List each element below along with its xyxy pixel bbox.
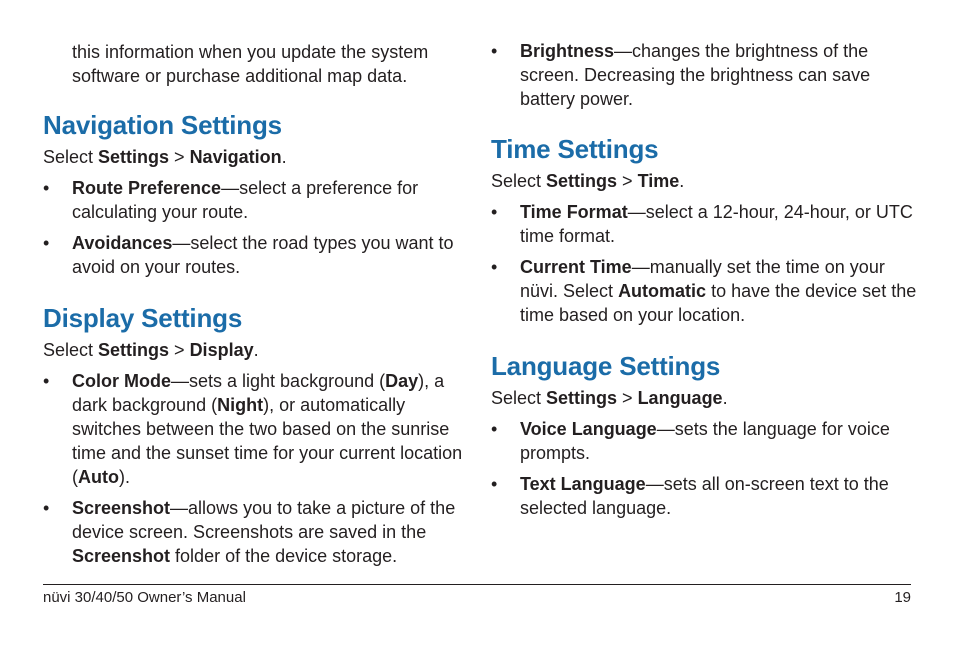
list-item-color-mode: • Color Mode—sets a light background (Day), a dark background (Night), or automatically switches between the two based on the sunrise time and the sunset time for your current location (Auto). bbox=[43, 371, 463, 487]
navigation-settings-heading: Navigation Settings bbox=[43, 110, 282, 140]
bullet-glyph: • bbox=[43, 371, 50, 391]
list-item-screenshot: • Screenshot—allows you to take a picture of the device screen. Screenshots are saved in the Screenshot folder of the device storage. bbox=[43, 498, 456, 566]
list-item-time-format: • Time Format—select a 12-hour, 24-hour, or UTC time format. bbox=[491, 202, 913, 246]
bullet-glyph: • bbox=[491, 474, 498, 494]
bullet-glyph: • bbox=[491, 257, 498, 277]
display-settings-heading: Display Settings bbox=[43, 303, 243, 333]
display-select-instruction: Select Settings > Display. bbox=[43, 340, 259, 360]
bullet-glyph: • bbox=[491, 202, 498, 222]
bullet-glyph: • bbox=[43, 178, 50, 198]
list-item-voice-language: • Voice Language—sets the language for voice prompts. bbox=[491, 419, 890, 463]
footer-manual-title: nüvi 30/40/50 Owner’s Manual bbox=[43, 589, 246, 606]
list-item-route-preference: • Route Preference—select a preference for calculating your route. bbox=[43, 178, 419, 222]
language-select-instruction: Select Settings > Language. bbox=[491, 388, 728, 408]
page-number: 19 bbox=[894, 589, 911, 606]
bullet-glyph: • bbox=[491, 419, 498, 439]
bullet-glyph: • bbox=[43, 498, 50, 518]
navigation-select-instruction: Select Settings > Navigation. bbox=[43, 147, 287, 167]
list-item-current-time: • Current Time—manually set the time on your nüvi. Select Automatic to have the device set the time based on your location. bbox=[491, 257, 917, 325]
list-item-text-language: • Text Language—sets all on-screen text to the selected language. bbox=[491, 474, 889, 518]
list-item-avoidances: • Avoidances—select the road types you want to avoid on your routes. bbox=[43, 233, 454, 277]
bullet-glyph: • bbox=[491, 41, 498, 61]
list-item-brightness: • Brightness—changes the brightness of the screen. Decreasing the brightness can save battery power. bbox=[491, 41, 871, 109]
bullet-glyph: • bbox=[43, 233, 50, 253]
time-select-instruction: Select Settings > Time. bbox=[491, 171, 685, 191]
footer-divider bbox=[43, 584, 911, 585]
continuation-paragraph: this information when you update the system software or purchase additional map data. bbox=[72, 42, 429, 86]
language-settings-heading: Language Settings bbox=[491, 351, 721, 381]
time-settings-heading: Time Settings bbox=[491, 134, 659, 164]
